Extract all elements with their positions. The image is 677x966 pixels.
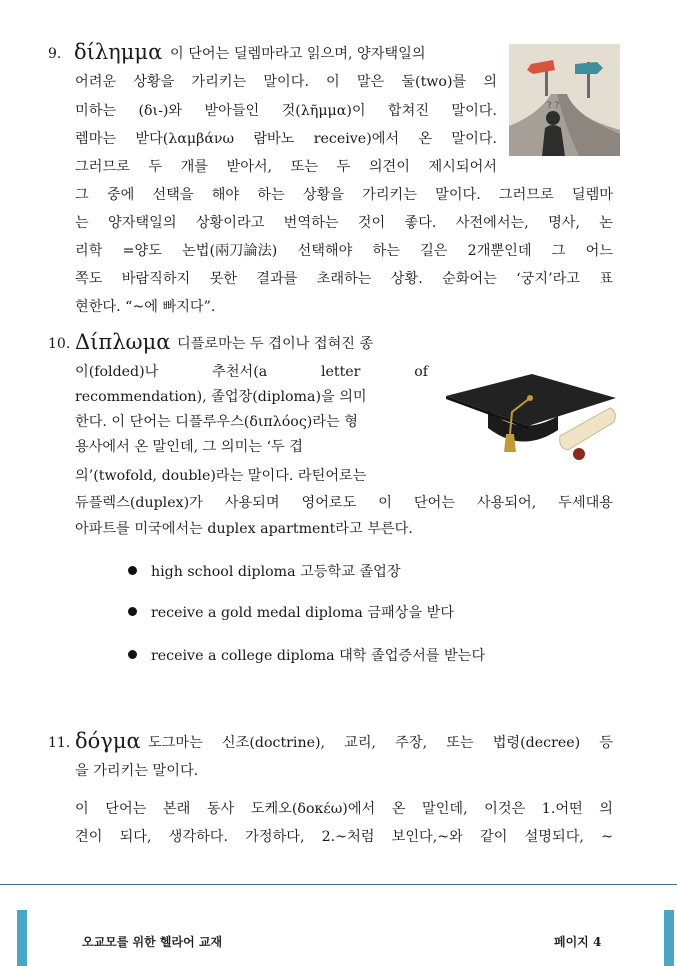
example-item-2: receive a college diploma 대학 졸업증서를 받는다 xyxy=(128,646,485,666)
bullet-icon xyxy=(128,566,137,575)
entry9-line-5: 그 중에 선택을 해야 하는 상황을 가리키는 말이다. 그러므로 딜렘마 xyxy=(75,187,613,203)
entry9-line-7: 리학 =양도 논법(兩刀論法) 선택해야 하는 길은 2개뿐인데 그 어느 xyxy=(75,243,613,259)
entry10-line-1: 이(folded)나 추천서(a letter of xyxy=(75,364,428,380)
crossroads-signpost-icon xyxy=(509,44,620,156)
entry11-line-2: 이 단어는 본래 동사 도케오(δοκέω)에서 온 말인데, 이것은 1.어떤 의 xyxy=(75,801,613,817)
footer-left-bar xyxy=(17,910,27,966)
bullet-icon xyxy=(128,650,137,659)
entry10-line-0: 디플로마는 두 겹이나 접혀진 종 xyxy=(177,336,374,352)
footer-right-bar xyxy=(664,910,674,966)
entry9-line-6: 는 양자택일의 상황이라고 번역하는 것이 좋다. 사전에서는, 명사, 논 xyxy=(75,215,613,231)
entry9-line-0: 이 단어는 딜렘마라고 읽으며, 양자택일의 xyxy=(170,46,426,62)
example-item-1: receive a gold medal diploma 금패상을 받다 xyxy=(128,603,454,623)
entry11-line-3: 견이 되다, 생각하다. 가정하다, 2.~처럼 보인다,~와 같이 설명되다, ~ xyxy=(75,829,613,845)
example-item-0: high school diploma 고등학교 졸업장 xyxy=(128,562,401,582)
entry9-line-8: 쪽도 바람직하지 못한 결과를 초래하는 상황. 순화어는 ‘궁지’라고 표 xyxy=(75,271,613,287)
entry11-number: 11. xyxy=(48,735,71,751)
entry11-line-1: 을 가리키는 말이다. xyxy=(75,763,199,779)
entry9-line-3: 렘마는 받다(λαμβάνω 람바노 receive)에서 온 말이다. xyxy=(75,131,497,147)
entry9-line-2: 미하는 (δι-)와 받아들인 것(λῆμμα)이 합쳐진 말이다. xyxy=(75,103,497,119)
footer-title: 오교모를 위한 헬라어 교재 xyxy=(82,935,223,949)
entry10-line-6: 듀플렉스(duplex)가 사용되며 영어로도 이 단어는 사용되어, 두세대용 xyxy=(75,495,613,511)
entry10-line-3: 한다. 이 단어는 디플루우스(διπλόος)라는 형 xyxy=(75,414,358,430)
entry10-line-2: recommendation), 졸업장(diploma)을 의미 xyxy=(75,389,367,405)
entry9-headword: δίλημμα xyxy=(74,40,163,64)
graduation-cap-diploma-icon xyxy=(440,368,620,472)
entry9-line-1: 어려운 상황을 가리키는 말이다. 이 말은 둘(two)를 의 xyxy=(75,74,497,90)
page-number: 페이지 4 xyxy=(554,935,602,949)
entry10-headword: Δίπλωμα xyxy=(75,330,171,354)
entry11-line-0: 도그마는 신조(doctrine), 교리, 주장, 또는 법령(decree) 등 xyxy=(148,735,613,751)
entry10-line-5: 의’(twofold, double)라는 말이다. 라틴어로는 xyxy=(75,468,367,484)
bullet-icon xyxy=(128,607,137,616)
entry10-line-4: 용사에서 온 말인데, 그 의미는 ‘두 겹 xyxy=(75,439,303,455)
entry11-headword: δόγμα xyxy=(75,729,141,753)
entry9-line-9: 현한다. “~에 빠지다”. xyxy=(75,299,216,315)
entry9-number: 9. xyxy=(48,46,62,62)
entry10-number: 10. xyxy=(48,336,71,352)
entry10-line-7: 아파트를 미국에서는 duplex apartment라고 부른다. xyxy=(75,521,413,537)
svg-text:? ?: ? ? xyxy=(547,101,560,111)
footer-divider xyxy=(0,884,677,885)
entry9-line-4: 그러므로 두 개를 받아서, 또는 두 의견이 제시되어서 xyxy=(75,159,497,175)
